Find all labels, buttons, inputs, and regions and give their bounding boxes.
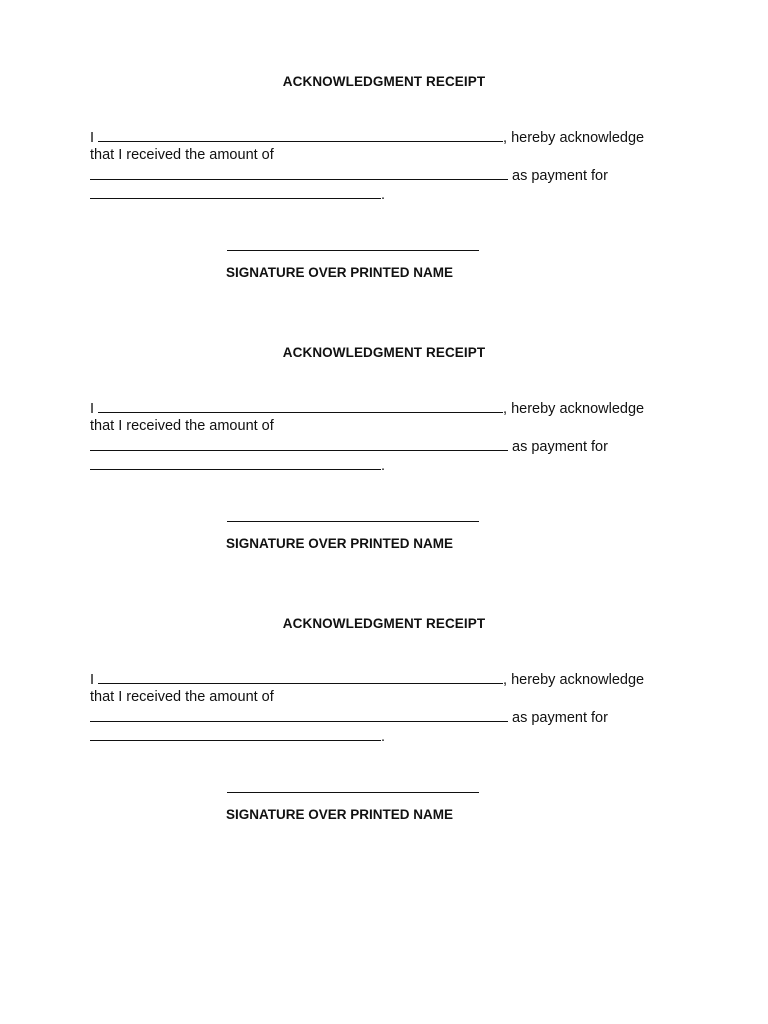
amount-blank-field[interactable] xyxy=(90,707,508,722)
receipt-line-amount-text: that I received the amount of xyxy=(90,689,274,705)
receipt-line-amount xyxy=(90,165,608,185)
signature-label: SIGNATURE OVER PRINTED NAME xyxy=(226,536,454,551)
acknowledgment-receipt-2 xyxy=(0,271,768,551)
line-suffix: . xyxy=(381,458,386,474)
receipt-title: ACKNOWLEDGMENT RECEIPT xyxy=(282,345,486,360)
line-suffix: as payment for xyxy=(508,439,608,455)
purpose-blank-field[interactable] xyxy=(90,184,381,199)
purpose-blank-field[interactable] xyxy=(90,455,381,470)
amount-blank-field[interactable] xyxy=(90,165,508,180)
amount-blank-field[interactable] xyxy=(90,436,508,451)
receipt-line-purpose xyxy=(90,184,385,204)
line-suffix: as payment for xyxy=(508,710,608,726)
signature-line[interactable] xyxy=(227,250,479,251)
purpose-blank-field[interactable] xyxy=(90,726,381,741)
receipt-line-amount-text: that I received the amount of xyxy=(90,418,274,434)
name-blank-field[interactable] xyxy=(98,127,503,142)
name-blank-field[interactable] xyxy=(98,398,503,413)
signature-line[interactable] xyxy=(227,521,479,522)
acknowledgment-receipt-3 xyxy=(0,542,768,822)
line-prefix: I xyxy=(90,672,95,688)
receipt-line-name xyxy=(90,127,644,147)
line-suffix: , hereby acknowledge xyxy=(503,401,645,417)
signature-line[interactable] xyxy=(227,792,479,793)
name-blank-field[interactable] xyxy=(98,669,503,684)
line-prefix: I xyxy=(90,401,95,417)
line-suffix: as payment for xyxy=(508,168,608,184)
receipt-title: ACKNOWLEDGMENT RECEIPT xyxy=(282,74,486,89)
receipt-title: ACKNOWLEDGMENT RECEIPT xyxy=(282,616,486,631)
line-suffix: , hereby acknowledge xyxy=(503,672,645,688)
receipt-line-amount xyxy=(90,436,608,456)
line-suffix: . xyxy=(381,729,386,745)
receipt-line-purpose xyxy=(90,726,385,746)
receipt-line-amount xyxy=(90,707,608,727)
signature-label: SIGNATURE OVER PRINTED NAME xyxy=(226,265,454,280)
receipt-line-amount-text: that I received the amount of xyxy=(90,147,274,163)
line-suffix: . xyxy=(381,187,386,203)
receipt-line-name xyxy=(90,669,644,689)
acknowledgment-receipt-1 xyxy=(0,0,768,280)
receipt-line-name xyxy=(90,398,644,418)
receipt-line-purpose xyxy=(90,455,385,475)
signature-label: SIGNATURE OVER PRINTED NAME xyxy=(226,807,454,822)
line-suffix: , hereby acknowledge xyxy=(503,130,645,146)
line-prefix: I xyxy=(90,130,95,146)
